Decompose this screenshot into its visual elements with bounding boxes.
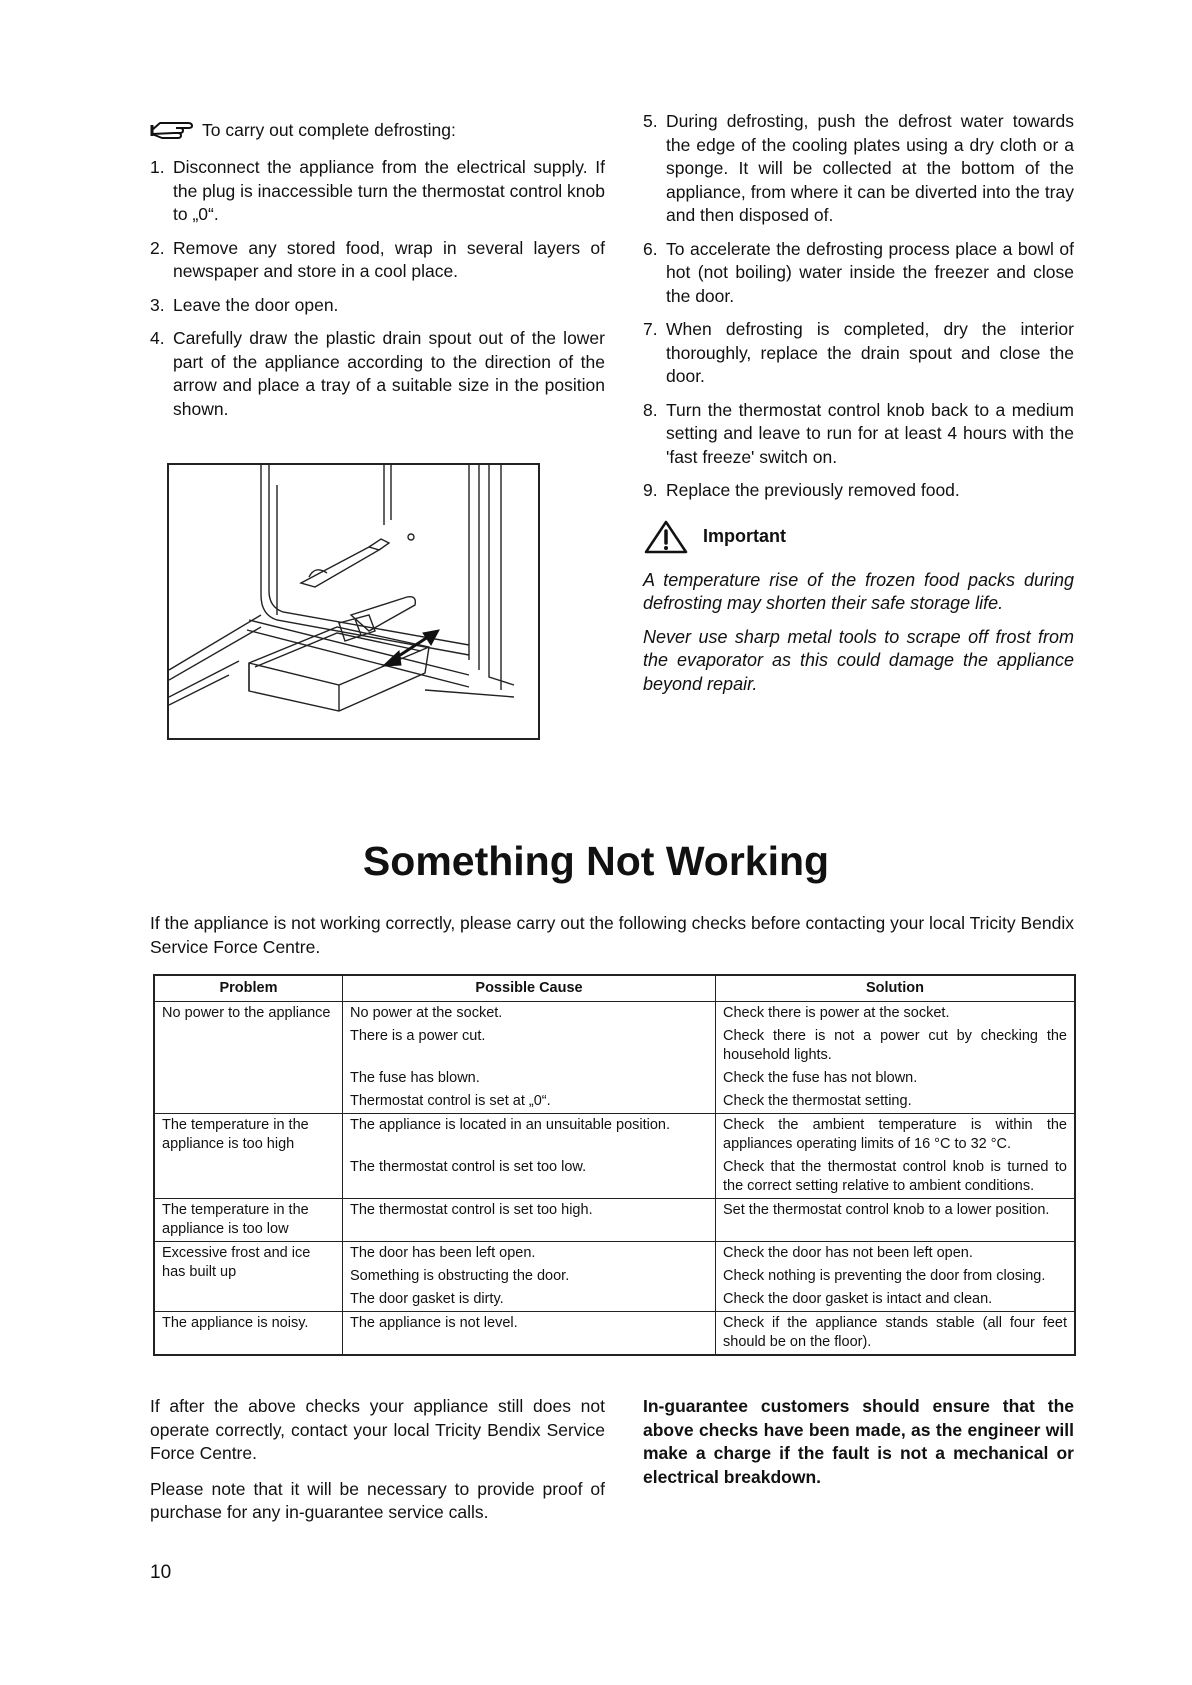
table-row: [154, 1242, 1075, 1266]
solution-cell: Check that the thermostat control knob is turned to the correct setting relative to ambient conditions.: [716, 1156, 1076, 1199]
problem-cell: Excessive frost and ice has built up: [154, 1242, 343, 1312]
solution-cell: Check the door gasket is intact and clean.: [716, 1288, 1076, 1312]
list-item: 5. During defrosting, push the defrost water towards the edge of the cooling plates using a dry cloth or a sponge. It will be collected at the bottom of the appliance, from where it can be diverted into the tray and then disposed of.: [643, 111, 1074, 225]
cause-cell: No power at the socket.: [343, 1002, 716, 1026]
drain-tray-drawing: [169, 465, 538, 738]
solution-cell: Check there is power at the socket.: [716, 1002, 1076, 1026]
cause-cell: The fuse has blown.: [343, 1067, 716, 1090]
defrost-intro-text: To carry out complete defrosting:: [202, 120, 456, 140]
proof-of-purchase-paragraph: Please note that it will be necessary to provide proof of purchase for any in-guarantee service calls.: [150, 1478, 605, 1522]
cause-cell: The door gasket is dirty.: [343, 1288, 716, 1312]
table-row: [154, 1114, 1075, 1157]
list-item: 1. Disconnect the appliance from the electrical supply. If the plug is inaccessible turn the thermostat control knob to „0“.: [150, 157, 605, 224]
defrost-steps-right: [643, 110, 1074, 503]
solution-cell: Check the door has not been left open.: [716, 1242, 1076, 1266]
warning-text: A temperature rise of the frozen food packs during defrosting may shorten their safe storage life.: [643, 569, 1074, 613]
table-row: [154, 1002, 1075, 1026]
table-row: [154, 1312, 1075, 1356]
solution-cell: Check there is not a power cut by checking the household lights.: [716, 1025, 1076, 1067]
problem-cell: The temperature in the appliance is too low: [154, 1199, 343, 1242]
warning-triangle-icon: [643, 519, 689, 555]
problem-cell: No power to the appliance: [154, 1002, 343, 1114]
cause-cell: The appliance is not level.: [343, 1312, 716, 1356]
section-title: Something Not Working: [362, 838, 830, 884]
solution-cell: Set the thermostat control knob to a lower position.: [716, 1199, 1076, 1242]
cause-cell: Something is obstructing the door.: [343, 1265, 716, 1288]
list-item: 3. Leave the door open.: [150, 294, 339, 315]
cause-cell: The thermostat control is set too low.: [343, 1156, 716, 1199]
important-heading: [643, 519, 1074, 555]
list-item: 9. Replace the previously removed food.: [643, 480, 960, 500]
list-item: 6. To accelerate the defrosting process place a bowl of hot (not boiling) water inside the freezer and close the door.: [643, 238, 1074, 306]
list-item: 7. When defrosting is completed, dry the interior thoroughly, replace the drain spout and close the door.: [643, 319, 1074, 386]
pointing-hand-icon: [150, 118, 194, 142]
troubleshooting-table: [153, 974, 1076, 1356]
solution-cell: Check the ambient temperature is within the appliances operating limits of 16 °C to 32 °C.: [716, 1114, 1076, 1157]
table-header-row: [154, 975, 1075, 1002]
table-row: [154, 1199, 1075, 1242]
drain-spout-illustration: [167, 463, 540, 740]
solution-cell: Check the thermostat setting.: [716, 1090, 1076, 1114]
cause-cell: Thermostat control is set at „0“.: [343, 1090, 716, 1114]
solution-cell: Check the fuse has not blown.: [716, 1067, 1076, 1090]
warning-text: Never use sharp metal tools to scrape off frost from the evaporator as this could damage the appliance beyond repair.: [643, 626, 1074, 694]
defrost-right-column: [643, 110, 1074, 706]
solution-cell: Check if the appliance stands stable (all four feet should be on the floor).: [716, 1312, 1076, 1356]
list-item: 4. Carefully draw the plastic drain spout out of the lower part of the appliance according to the direction of the arrow and place a tray of a suitable size in the position shown.: [150, 328, 605, 419]
troubleshooting-intro: If the appliance is not working correctly, please carry out the following checks before contacting your local Tricity Bendix Service Force Centre.: [150, 913, 1074, 957]
page-number: 10: [150, 1562, 172, 1583]
cause-cell: The thermostat control is set too high.: [343, 1199, 716, 1242]
important-label: Important: [703, 526, 786, 546]
cause-cell: The appliance is located in an unsuitable position.: [343, 1114, 716, 1157]
after-checks-text: [150, 1395, 605, 1537]
defrost-intro: [150, 118, 605, 142]
defrost-steps-left: [150, 156, 605, 421]
after-checks-paragraph: If after the above checks your appliance still does not operate correctly, contact your local Tricity Bendix Service Force Centre.: [150, 1396, 605, 1463]
list-item: 2. Remove any stored food, wrap in several layers of newspaper and store in a cool place.: [150, 237, 605, 281]
problem-cell: The temperature in the appliance is too high: [154, 1114, 343, 1199]
column-header-problem: Problem: [154, 975, 343, 1002]
column-header-cause: Possible Cause: [343, 975, 716, 1002]
defrost-left-column: [150, 118, 605, 431]
cause-cell: The door has been left open.: [343, 1242, 716, 1266]
problem-cell: The appliance is noisy.: [154, 1312, 343, 1356]
solution-cell: Check nothing is preventing the door from closing.: [716, 1265, 1076, 1288]
column-header-solution: Solution: [716, 975, 1076, 1002]
guarantee-note: In-guarantee customers should ensure that the above checks have been made, as the engineer will make a charge if the fault is not a mechanical or electrical breakdown.: [643, 1396, 1074, 1487]
cause-cell: There is a power cut.: [343, 1025, 716, 1067]
list-item: 8. Turn the thermostat control knob back to a medium setting and leave to run for at least 4 hours with the 'fast freeze' switch on.: [643, 399, 1074, 467]
